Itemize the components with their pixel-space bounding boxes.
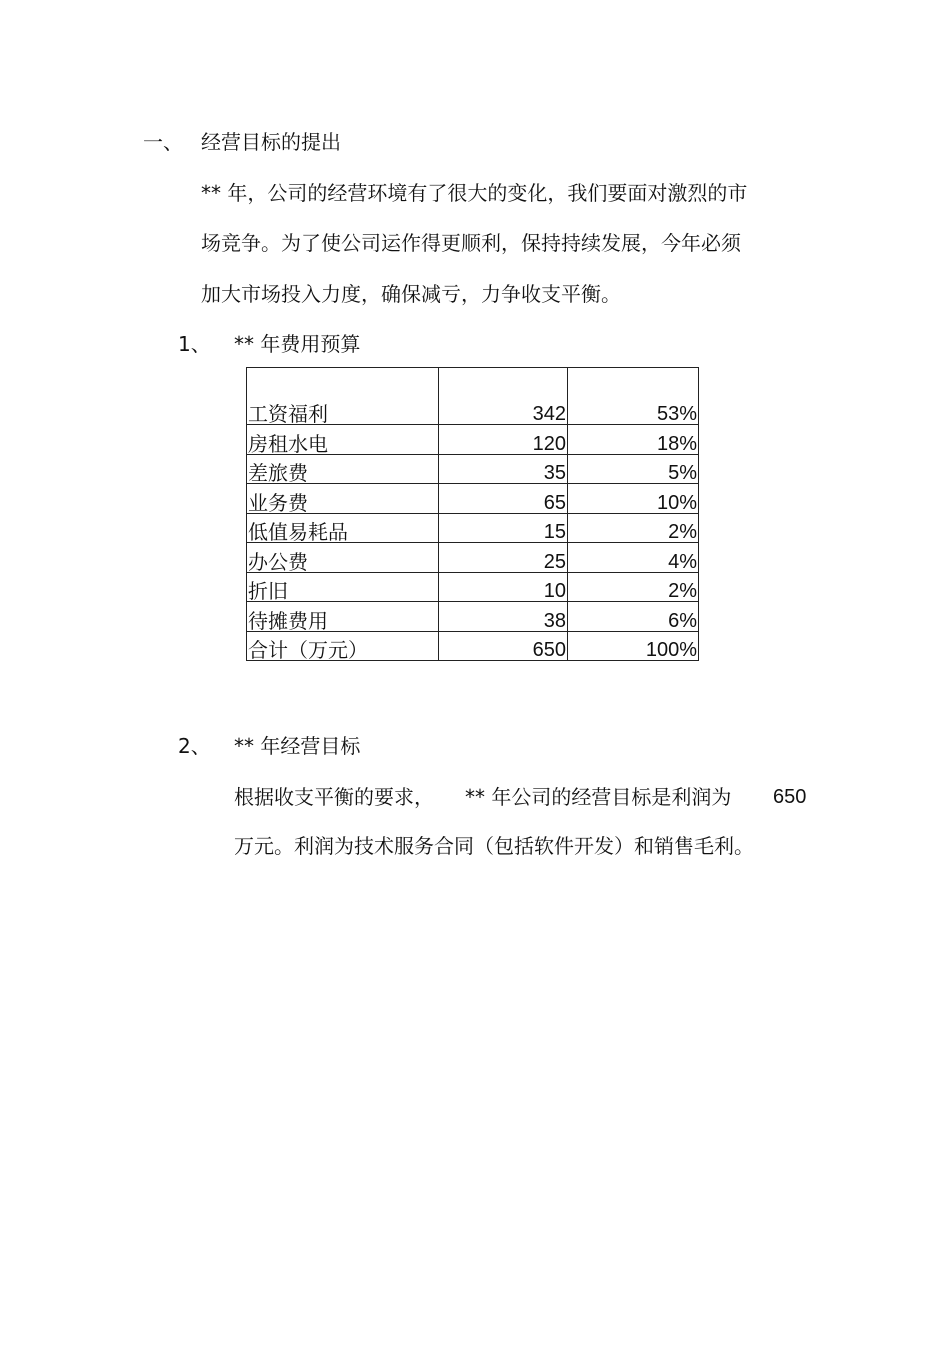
table-cell-amount: 65 xyxy=(439,484,568,514)
sub2-title: ** 年经营目标 xyxy=(234,734,361,758)
table-cell-amount: 35 xyxy=(439,454,568,484)
section1-marker: 一、 xyxy=(143,130,183,154)
section1-paragraph-line-2: 场竞争。为了使公司运作得更顺利，保持持续发展，今年必须 xyxy=(201,231,741,255)
table-row xyxy=(247,368,699,425)
section1-title: 经营目标的提出 xyxy=(201,130,341,154)
table-row xyxy=(247,454,699,484)
table-cell-percent: 100% xyxy=(568,631,699,661)
table-cell-item: 工资福利 xyxy=(247,368,439,425)
table-row xyxy=(247,484,699,514)
table-cell-item: 低值易耗品 xyxy=(247,513,439,543)
table-cell-item: 办公费 xyxy=(247,543,439,573)
table-row xyxy=(247,425,699,455)
table-cell-item: 业务费 xyxy=(247,484,439,514)
table-cell-item: 折旧 xyxy=(247,572,439,602)
budget-table xyxy=(246,367,699,661)
sub2-line1-text: 根据收支平衡的要求， xyxy=(234,785,434,809)
sub2-line1-mid: ** 年公司的经营目标是利润为 xyxy=(465,785,732,809)
table-cell-amount: 10 xyxy=(439,572,568,602)
table-cell-percent: 5% xyxy=(568,454,699,484)
table-cell-percent: 2% xyxy=(568,572,699,602)
table-cell-amount: 120 xyxy=(439,425,568,455)
table-row xyxy=(247,543,699,573)
table-cell-item: 合计（万元） xyxy=(247,631,439,661)
table-cell-item: 待摊费用 xyxy=(247,602,439,632)
table-cell-percent: 10% xyxy=(568,484,699,514)
table-row xyxy=(247,513,699,543)
table-cell-amount: 650 xyxy=(439,631,568,661)
table-cell-item: 房租水电 xyxy=(247,425,439,455)
table-cell-percent: 53% xyxy=(568,368,699,425)
sub1-title: ** 年费用预算 xyxy=(234,332,361,356)
section1-paragraph-line-3: 加大市场投入力度，确保减亏，力争收支平衡。 xyxy=(201,282,621,306)
table-row xyxy=(247,572,699,602)
table-cell-amount: 15 xyxy=(439,513,568,543)
sub1-marker: 1、 xyxy=(178,332,211,356)
table-cell-item: 差旅费 xyxy=(247,454,439,484)
table-cell-percent: 18% xyxy=(568,425,699,455)
table-row-total xyxy=(247,631,699,661)
table-row xyxy=(247,602,699,632)
table-cell-amount: 342 xyxy=(439,368,568,425)
sub2-marker: 2、 xyxy=(178,734,211,758)
table-cell-percent: 6% xyxy=(568,602,699,632)
section1-paragraph-line-1: ** 年，公司的经营环境有了很大的变化，我们要面对激烈的市 xyxy=(201,181,748,205)
table-cell-amount: 25 xyxy=(439,543,568,573)
table-cell-percent: 2% xyxy=(568,513,699,543)
sub2-line2: 万元。利润为技术服务合同（包括软件开发）和销售毛利。 xyxy=(234,834,754,858)
table-cell-amount: 38 xyxy=(439,602,568,632)
table-cell-percent: 4% xyxy=(568,543,699,573)
sub2-line1-value: 650 xyxy=(773,786,807,808)
